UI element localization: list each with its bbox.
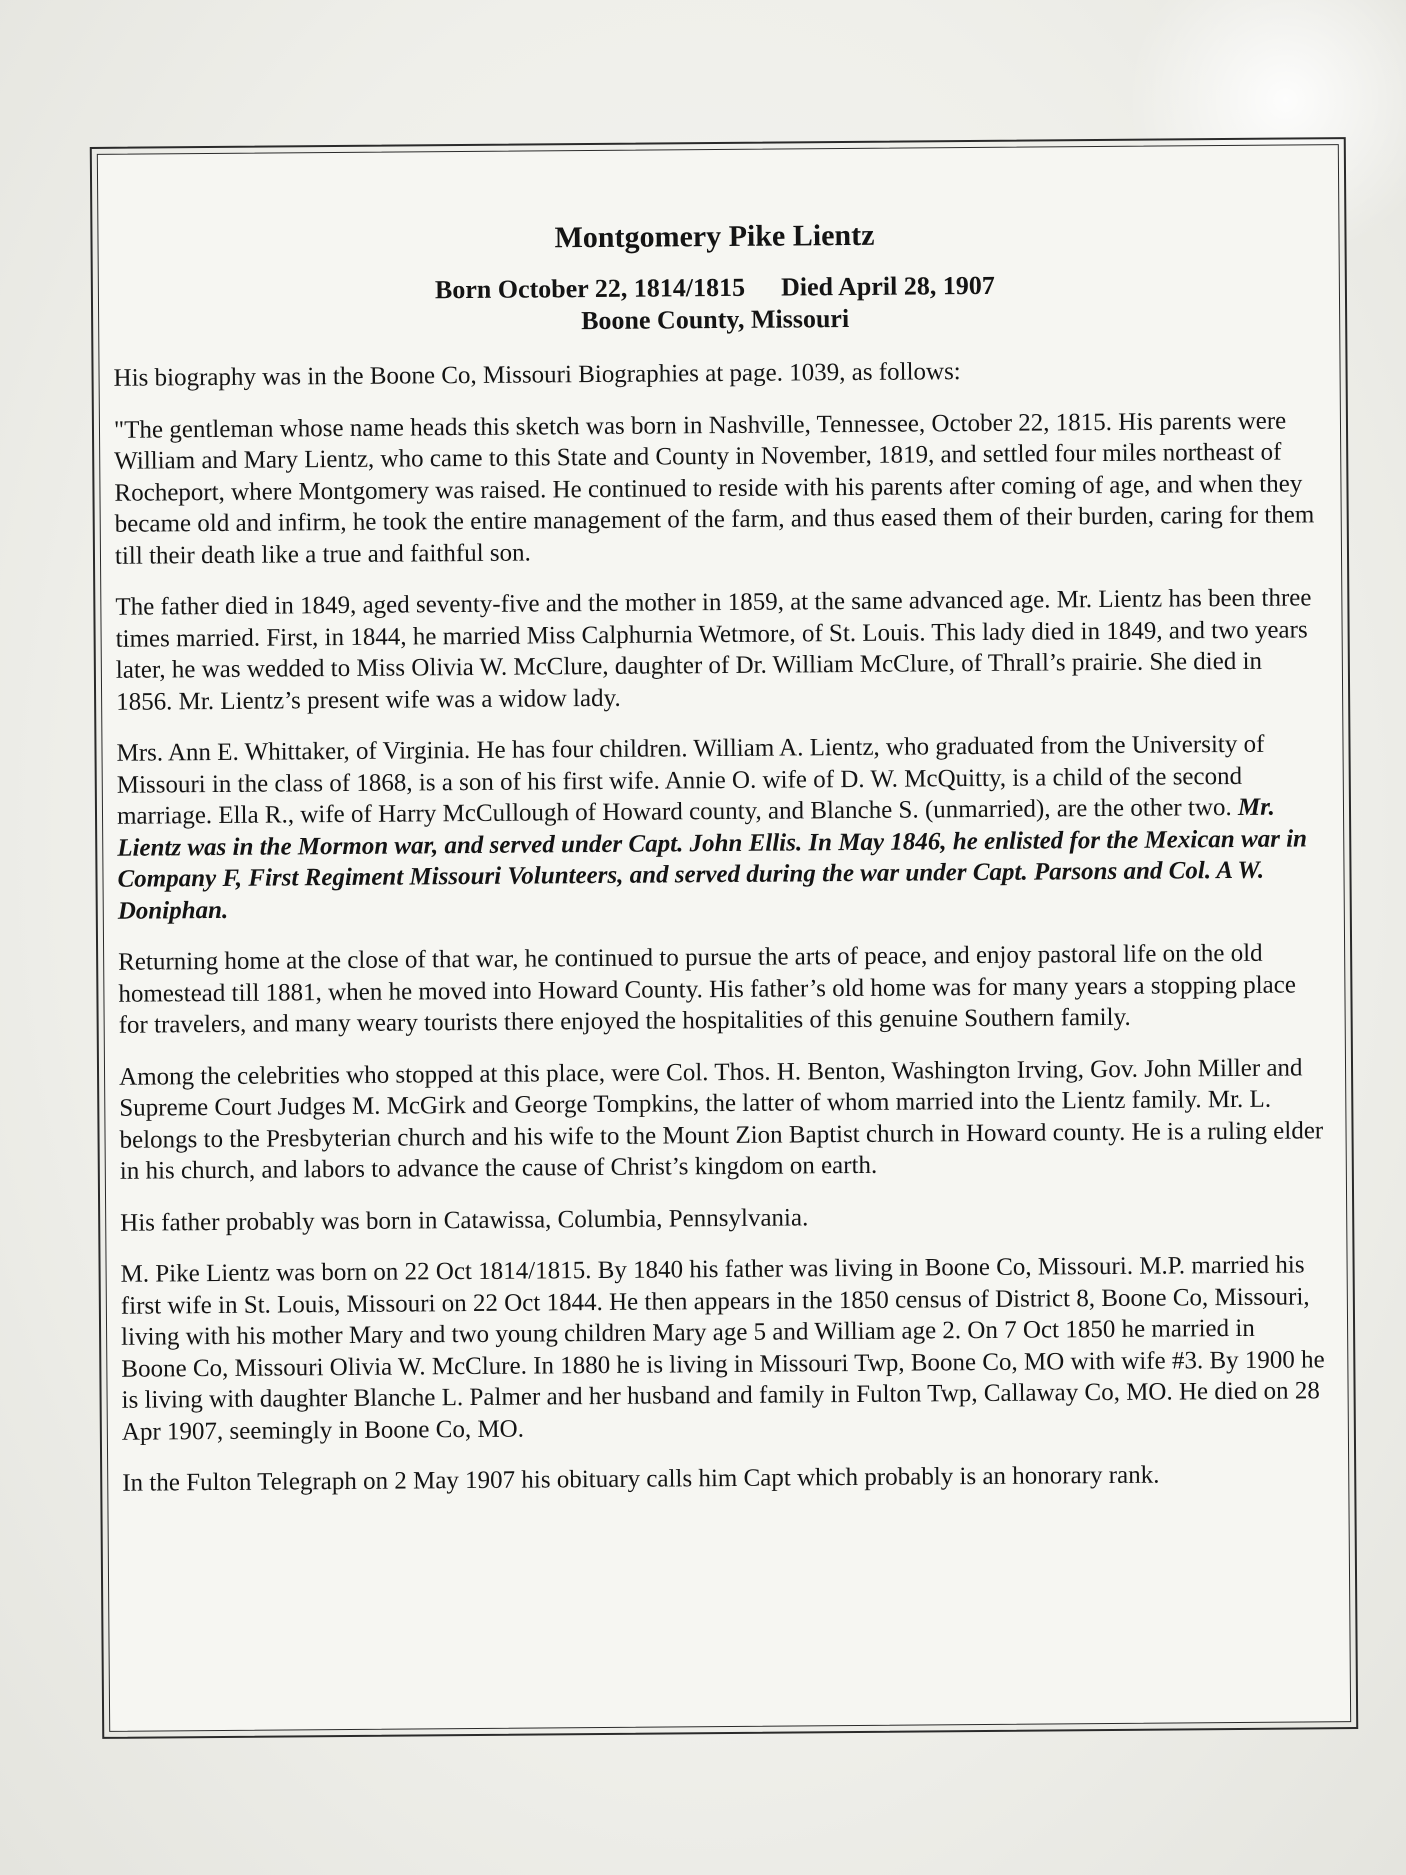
paragraph-1: "The gentleman whose name heads this sketch was born in Nashville, Tennessee, October 22, 1815. His parents were William and Mary Lientz, who came to this State and County in November, 1819, and settled four miles northeast of Rocheport, where Montgomery was raised. He continued to reside with his parents after coming of age, and when they became old and infirm, he took the entire management of the farm, and thus eased them of their burden, caring for them till their death like a true and faithful son. bbox=[113, 407, 1315, 570]
biography-body bbox=[113, 353, 1326, 1499]
paragraph-7: M. Pike Lientz was born on 22 Oct 1814/1815. By 1840 his father was living in Boone Co, Missouri. M.P. married his first wife in St. Louis, Missouri on 22 Oct 1844. He then appears in the 1850 census of District 8, Boone Co, Missouri, living with his mother Mary and two young children Mary age 5 and William age 2. On 7 Oct 1850 he married in Boone Co, Missouri Olivia W. McClure. In 1880 he is living in Missouri Twp, Boone Co, MO with wife #3. By 1900 he is living with daughter Blanche L. Palmer and her husband and family in Fulton Twp, Callaway Co, MO. He died on 28 Apr 1907, seemingly in Boone Co, MO. bbox=[120, 1251, 1325, 1446]
paragraph-4: Returning home at the close of that war, he continued to pursue the arts of peace, and enjoy pastoral life on the old homestead till 1881, when he moved into Howard County. His father’s old home was for many years a stopping place for travelers, and many weary tourists there enjoyed the hospitalities of this genuine Southern family. bbox=[118, 939, 1297, 1039]
paragraph-6: His father probably was born in Catawissa, Columbia, Pennsylvania. bbox=[120, 1203, 809, 1237]
paragraph-3-text: Mrs. Ann E. Whittaker, of Virginia. He has four children. William A. Lientz, who graduated from the University of Missouri in the class of 1868, is a son of his first wife. Annie O. wife of D. W. McQuitty, is a child of the second marriage. Ella R., wife of Harry McCullough of Howard county, and Blanche S. (unmarried), are the other two. bbox=[116, 730, 1265, 830]
paragraph-5: Among the celebrities who stopped at this place, were Col. Thos. H. Benton, Washington Irving, Gov. John Miller and Supreme Court Judges M. McGirk and George Tompkins, the latter of whom married into the Lientz family. Mr. L. belongs to the Presbyterian church and his wife to the Mount Zion Baptist church in Howard county. He is a ruling elder in his church, and labors to advance the cause of Christ’s kingdom on earth. bbox=[118, 1053, 1324, 1185]
document-title: Montgomery Pike Lientz bbox=[554, 218, 875, 255]
intro-paragraph: His biography was in the Boone Co, Missouri Biographies at page. 1039, as follows: bbox=[113, 358, 961, 392]
paragraph-2: The father died in 1849, aged seventy-five and the mother in 1859, at the same advanced age. Mr. Lientz has been three times married. First, in 1844, he married Miss Calphurnia Wetmore, of St. Louis. This lady died in 1849, and two years later, he was wedded to Miss Olivia W. McClure, daughter of Dr. William McClure, of Thrall’s prairie. She died in 1856. Mr. Lientz’s present wife was a widow lady. bbox=[115, 584, 1312, 716]
document-frame bbox=[90, 137, 1358, 1739]
paragraph-3-emphasis: Mr. Lientz was in the Mormon war, and served under Capt. John Ellis. In May 1846, he enlisted for the Mexican war in Company F, First Regiment Missouri Volunteers, and served during the war under Capt. Parsons and Col. A W. Doniphan. bbox=[117, 793, 1308, 925]
paragraph-8: In the Fulton Telegraph on 2 May 1907 his obituary calls him Capt which probably is an honorary rank. bbox=[122, 1461, 1160, 1497]
paragraph-3 bbox=[116, 728, 1321, 926]
document-page bbox=[97, 144, 1351, 1732]
died-date: Died April 28, 1907 bbox=[780, 270, 995, 302]
born-date: Born October 22, 1814/1815 bbox=[434, 272, 746, 305]
place-line: Boone County, Missouri bbox=[581, 303, 850, 336]
